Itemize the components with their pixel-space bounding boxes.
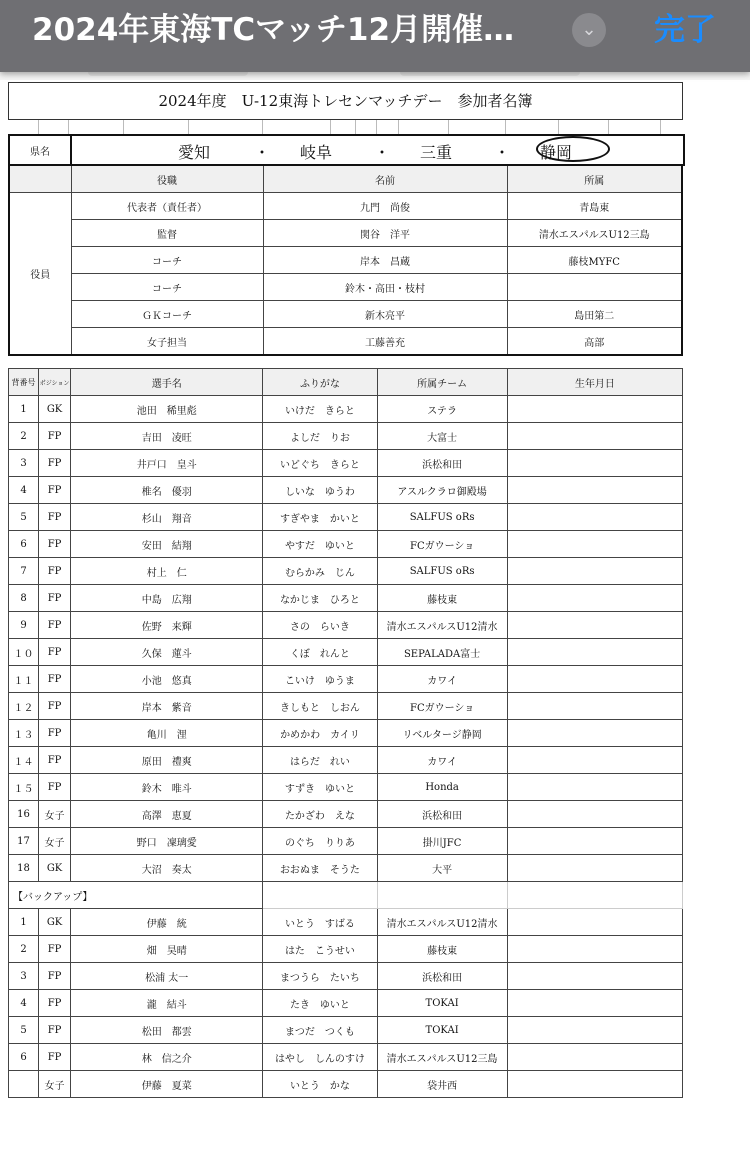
staff-header-blank — [9, 165, 71, 193]
player-name: 佐野 来輝 — [71, 612, 263, 639]
player-team: SALFUS oRs — [377, 558, 507, 585]
staff-name: 工藤善充 — [263, 328, 507, 356]
table-row — [9, 990, 683, 1017]
player-birth — [507, 612, 682, 639]
table-row — [9, 1017, 683, 1044]
player-number: 7 — [9, 558, 39, 585]
player-position: FP — [39, 612, 71, 639]
table-row — [9, 558, 683, 585]
player-birth — [507, 1017, 682, 1044]
player-team: FCガウーショ — [377, 531, 507, 558]
player-team: 浜松和田 — [377, 801, 507, 828]
player-birth — [507, 504, 682, 531]
player-number: １１ — [9, 666, 39, 693]
player-kana: くぼ れんと — [263, 639, 377, 666]
sheet-title: 2024年度 U-12東海トレセンマッチデー 参加者名簿 — [8, 82, 683, 120]
player-position: FP — [39, 774, 71, 801]
staff-name: 新木亮平 — [263, 301, 507, 328]
player-number: 3 — [9, 450, 39, 477]
player-kana: きしもと しおん — [263, 693, 377, 720]
player-team: 清水エスパルスU12清水 — [377, 612, 507, 639]
header-kana: ふりがな — [263, 369, 377, 396]
player-kana: いどぐち きらと — [263, 450, 377, 477]
header-player-name: 選手名 — [71, 369, 263, 396]
pref-dot-3: ・ — [494, 143, 511, 162]
table-row — [9, 423, 683, 450]
player-kana: よしだ りお — [263, 423, 377, 450]
player-name: 安田 結翔 — [71, 531, 263, 558]
staff-role: 代表者（責任者） — [71, 193, 263, 220]
player-position: FP — [39, 639, 71, 666]
player-number: 17 — [9, 828, 39, 855]
player-position: FP — [39, 720, 71, 747]
player-team: 大富士 — [377, 423, 507, 450]
player-team: 清水エスパルスU12三島 — [377, 1044, 507, 1071]
player-team: 藤枝東 — [377, 936, 507, 963]
staff-role: コーチ — [71, 274, 263, 301]
player-team: Honda — [377, 774, 507, 801]
empty-cell — [507, 882, 682, 909]
player-team: 袋井西 — [377, 1071, 507, 1098]
player-position: 女子 — [39, 828, 71, 855]
player-name: 原田 禮爽 — [71, 747, 263, 774]
player-name: 岸本 紫音 — [71, 693, 263, 720]
player-position: FP — [39, 990, 71, 1017]
table-row — [9, 801, 683, 828]
player-name: 亀川 浬 — [71, 720, 263, 747]
player-number: 6 — [9, 531, 39, 558]
player-position: FP — [39, 1044, 71, 1071]
player-number: 5 — [9, 1017, 39, 1044]
player-kana: なかじま ひろと — [263, 585, 377, 612]
player-position: 女子 — [39, 1071, 71, 1098]
pref-dot-1: ・ — [254, 143, 271, 162]
player-birth — [507, 666, 682, 693]
player-team: カワイ — [377, 666, 507, 693]
player-team: SALFUS oRs — [377, 504, 507, 531]
staff-affiliation: 藤枝MYFC — [507, 247, 682, 274]
player-name: 池田 稀里彪 — [71, 396, 263, 423]
player-team: 浜松和田 — [377, 450, 507, 477]
pref-dot-2: ・ — [374, 143, 391, 162]
player-name: 大沼 奏太 — [71, 855, 263, 882]
player-name: 杉山 翔音 — [71, 504, 263, 531]
player-name: 瀧 結斗 — [71, 990, 263, 1017]
player-position: FP — [39, 558, 71, 585]
backup-label: 【バックアップ】 — [9, 882, 263, 909]
player-birth — [507, 477, 682, 504]
player-kana: はらだ れい — [263, 747, 377, 774]
staff-affiliation: 高部 — [507, 328, 682, 356]
player-number: 9 — [9, 612, 39, 639]
table-row — [9, 936, 683, 963]
player-name: 中島 広翔 — [71, 585, 263, 612]
player-position: FP — [39, 666, 71, 693]
player-name: 吉田 凌旺 — [71, 423, 263, 450]
player-number: １３ — [9, 720, 39, 747]
player-team: カワイ — [377, 747, 507, 774]
player-name: 伊藤 夏菜 — [71, 1071, 263, 1098]
document-title: 2024年東海TCマッチ12月開催… — [32, 12, 515, 48]
staff-affiliation: 青島東 — [507, 193, 682, 220]
player-birth — [507, 558, 682, 585]
player-number: 1 — [9, 396, 39, 423]
player-name: 鈴木 唯斗 — [71, 774, 263, 801]
player-birth — [507, 774, 682, 801]
staff-affiliation — [507, 274, 682, 301]
player-position: FP — [39, 450, 71, 477]
chevron-down-icon[interactable]: ⌄ — [572, 13, 606, 47]
pref-mie: 三重 — [420, 143, 453, 162]
player-kana: かめかわ カイリ — [263, 720, 377, 747]
player-birth — [507, 423, 682, 450]
player-number: 18 — [9, 855, 39, 882]
players-table — [8, 368, 683, 1098]
staff-table — [8, 164, 683, 356]
player-birth — [507, 936, 682, 963]
table-row — [9, 477, 683, 504]
player-name: 林 信之介 — [71, 1044, 263, 1071]
player-kana: すぎやま かいと — [263, 504, 377, 531]
player-birth — [507, 396, 682, 423]
player-position: GK — [39, 909, 71, 936]
player-name: 高澤 恵夏 — [71, 801, 263, 828]
player-birth — [507, 1044, 682, 1071]
staff-header-role: 役職 — [71, 165, 263, 193]
table-row — [9, 963, 683, 990]
staff-name: 鈴木・高田・枝村 — [263, 274, 507, 301]
player-position: FP — [39, 504, 71, 531]
player-team: TOKAI — [377, 1017, 507, 1044]
player-number: 16 — [9, 801, 39, 828]
player-birth — [507, 801, 682, 828]
header-birth: 生年月日 — [507, 369, 682, 396]
table-row — [9, 612, 683, 639]
spacer-row — [8, 120, 683, 134]
player-name: 松田 都雲 — [71, 1017, 263, 1044]
player-birth — [507, 585, 682, 612]
staff-name: 関谷 洋平 — [263, 220, 507, 247]
staff-header-affiliation: 所属 — [507, 165, 682, 193]
player-name: 井戸口 皇斗 — [71, 450, 263, 477]
table-row — [9, 585, 683, 612]
player-kana: はやし しんのすけ — [263, 1044, 377, 1071]
table-row — [9, 855, 683, 882]
table-row — [9, 693, 683, 720]
player-position: GK — [39, 855, 71, 882]
staff-affiliation: 清水エスパルスU12三島 — [507, 220, 682, 247]
prefecture-table — [8, 134, 685, 166]
table-row — [9, 396, 683, 423]
player-birth — [507, 855, 682, 882]
staff-role: 女子担当 — [71, 328, 263, 356]
player-team: 掛川JFC — [377, 828, 507, 855]
empty-cell — [263, 882, 377, 909]
player-birth — [507, 747, 682, 774]
player-number: １０ — [9, 639, 39, 666]
player-birth — [507, 639, 682, 666]
table-row — [9, 828, 683, 855]
player-number: １５ — [9, 774, 39, 801]
table-row — [9, 639, 683, 666]
player-name: 椎名 優羽 — [71, 477, 263, 504]
pref-shizuoka: 静岡 — [540, 143, 573, 162]
player-number: 4 — [9, 990, 39, 1017]
pref-gifu: 岐阜 — [300, 143, 333, 162]
done-button[interactable]: 完了 — [654, 12, 716, 48]
player-team: 清水エスパルスU12清水 — [377, 909, 507, 936]
table-row — [9, 747, 683, 774]
player-team: リベルタージ静岡 — [377, 720, 507, 747]
header-number: 背番号 — [9, 369, 39, 396]
player-number: １２ — [9, 693, 39, 720]
player-kana: のぐち りりあ — [263, 828, 377, 855]
table-row — [9, 909, 683, 936]
player-birth — [507, 693, 682, 720]
header-position: ポジション — [39, 369, 71, 396]
table-row — [9, 504, 683, 531]
player-kana: いとう すばる — [263, 909, 377, 936]
player-team: FCガウーショ — [377, 693, 507, 720]
staff-role: 監督 — [71, 220, 263, 247]
player-team: アスルクラロ御殿場 — [377, 477, 507, 504]
player-kana: たき ゆいと — [263, 990, 377, 1017]
player-kana: いけだ きらと — [263, 396, 377, 423]
pref-values — [71, 135, 684, 165]
table-row — [9, 1044, 683, 1071]
player-number: 3 — [9, 963, 39, 990]
player-team: SEPALADA富士 — [377, 639, 507, 666]
player-number: 5 — [9, 504, 39, 531]
player-position: FP — [39, 585, 71, 612]
table-row — [9, 450, 683, 477]
staff-name: 岸本 昌蔵 — [263, 247, 507, 274]
player-kana: すずき ゆいと — [263, 774, 377, 801]
table-row — [9, 720, 683, 747]
player-kana: むらかみ じん — [263, 558, 377, 585]
player-position: FP — [39, 747, 71, 774]
player-name: 久保 蓮斗 — [71, 639, 263, 666]
selection-circle — [536, 136, 610, 162]
player-number: 6 — [9, 1044, 39, 1071]
player-birth — [507, 990, 682, 1017]
player-team: 藤枝東 — [377, 585, 507, 612]
player-name: 松浦 太一 — [71, 963, 263, 990]
player-position: FP — [39, 693, 71, 720]
table-row — [9, 774, 683, 801]
player-name: 伊藤 統 — [71, 909, 263, 936]
player-team: 大平 — [377, 855, 507, 882]
player-position: FP — [39, 423, 71, 450]
player-birth — [507, 963, 682, 990]
tab-strip — [0, 72, 750, 80]
player-kana: たかざわ えな — [263, 801, 377, 828]
player-position: GK — [39, 396, 71, 423]
staff-group-label: 役員 — [9, 193, 71, 356]
player-kana: やすだ ゆいと — [263, 531, 377, 558]
player-number: 2 — [9, 936, 39, 963]
player-kana: こいけ ゆうま — [263, 666, 377, 693]
player-number: 8 — [9, 585, 39, 612]
player-name: 村上 仁 — [71, 558, 263, 585]
player-birth — [507, 828, 682, 855]
player-name: 野口 凜璃愛 — [71, 828, 263, 855]
pref-aichi: 愛知 — [178, 143, 211, 162]
table-row — [9, 531, 683, 558]
player-kana: はた こうせい — [263, 936, 377, 963]
player-number: １４ — [9, 747, 39, 774]
player-kana: まつだ つくも — [263, 1017, 377, 1044]
player-birth — [507, 909, 682, 936]
player-birth — [507, 720, 682, 747]
player-kana: おおぬま そうた — [263, 855, 377, 882]
player-kana: しいな ゆうわ — [263, 477, 377, 504]
player-position: FP — [39, 936, 71, 963]
player-kana: いとう かな — [263, 1071, 377, 1098]
backup-label-row — [9, 882, 683, 909]
player-kana: さの らいき — [263, 612, 377, 639]
table-row — [9, 666, 683, 693]
player-name: 畑 昊晴 — [71, 936, 263, 963]
player-number: 2 — [9, 423, 39, 450]
player-position: FP — [39, 477, 71, 504]
player-team: 浜松和田 — [377, 963, 507, 990]
navigation-bar — [0, 0, 750, 72]
player-team: TOKAI — [377, 990, 507, 1017]
staff-role: コーチ — [71, 247, 263, 274]
table-row — [9, 1071, 683, 1098]
empty-cell — [377, 882, 507, 909]
header-team: 所属チーム — [377, 369, 507, 396]
staff-affiliation: 島田第二 — [507, 301, 682, 328]
player-name: 小池 悠真 — [71, 666, 263, 693]
player-position: FP — [39, 531, 71, 558]
staff-header-name: 名前 — [263, 165, 507, 193]
player-kana: まつうら たいち — [263, 963, 377, 990]
player-birth — [507, 450, 682, 477]
player-position: FP — [39, 963, 71, 990]
player-birth — [507, 1071, 682, 1098]
staff-name: 九門 尚俊 — [263, 193, 507, 220]
player-position: FP — [39, 1017, 71, 1044]
player-team: ステラ — [377, 396, 507, 423]
staff-role: ＧＫコーチ — [71, 301, 263, 328]
player-number — [9, 1071, 39, 1098]
player-position: 女子 — [39, 801, 71, 828]
player-birth — [507, 531, 682, 558]
pref-label: 県名 — [9, 135, 71, 165]
player-number: 1 — [9, 909, 39, 936]
player-number: 4 — [9, 477, 39, 504]
